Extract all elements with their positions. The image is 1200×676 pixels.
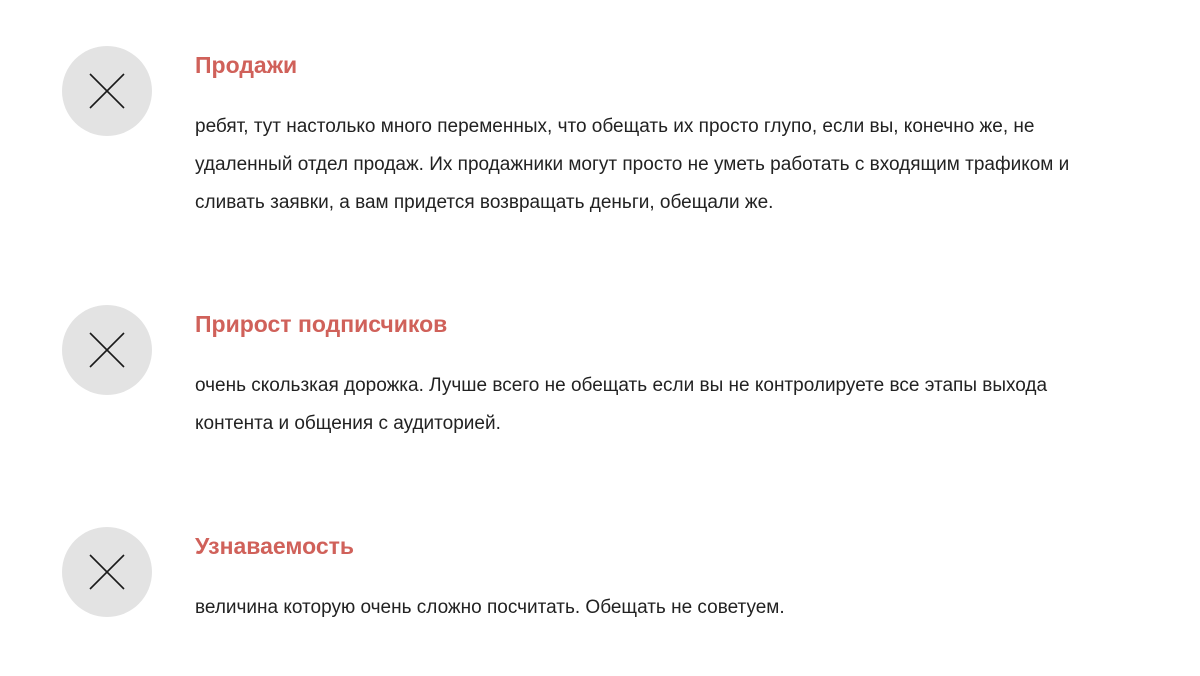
close-icon	[62, 46, 152, 136]
close-icon	[62, 305, 152, 395]
close-icon-glyph	[89, 73, 125, 109]
close-icon	[62, 527, 152, 617]
item-description: очень скользкая дорожка. Лучше всего не обещать если вы не контролируете все этапы выхода контента и общения с аудиторией.	[195, 375, 1048, 434]
item-title: Продажи	[195, 52, 298, 78]
item-description: величина которую очень сложно посчитать. Обещать не советуем.	[195, 597, 785, 618]
item-title: Узнаваемость	[195, 533, 355, 559]
item-description: ребят, тут настолько много переменных, что обещать их просто глупо, если вы, конечно же, не удаленный отдел продаж. Их продажники могут просто не уметь работать с входящим трафиком и сливать заявки, а вам придется возвращать деньги, обещали же.	[195, 116, 1070, 213]
item-title: Прирост подписчиков	[195, 311, 448, 337]
close-icon-glyph	[89, 554, 125, 590]
close-icon-glyph	[89, 332, 125, 368]
